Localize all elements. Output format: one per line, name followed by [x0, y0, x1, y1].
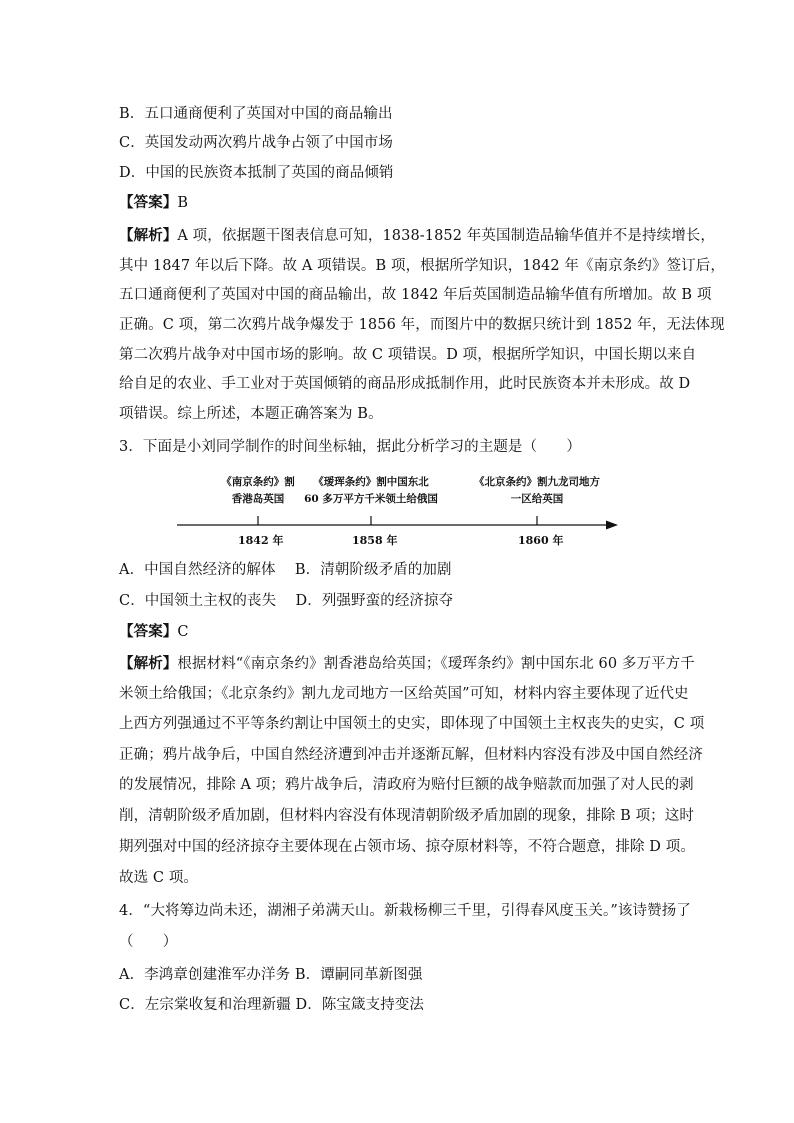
q2-analysis-line: 给自足的农业、手工业对于英国倾销的商品形成抵制作用，此时民族资本并未形成。故 D: [119, 376, 691, 392]
q3-analysis-line: 故选 C 项。: [119, 870, 199, 886]
q2-analysis-line: 正确。C 项，第二次鸦片战争爆发于 1856 年，而图片中的数据只统计到 1852 年，无法体现: [119, 317, 725, 333]
timeline-figure: [175, 474, 620, 554]
q4-options-cd: C．左宗棠收复和治理新疆 D．陈宝箴支持变法: [119, 997, 425, 1013]
q2-analysis-line: 【解析】A 项，依据题干图表信息可知，1838-1852 年英国制造品输华值并不是持续增长，: [119, 227, 715, 244]
q2-option-b: B．五口通商便利了英国对中国的商品输出: [119, 106, 393, 122]
event-1842-label: 《南京条约》割 香港岛英国: [221, 476, 295, 505]
q2-option-c: C．英国发动两次鸦片战争占领了中国市场: [119, 135, 393, 151]
q3-answer: [119, 622, 189, 642]
answer-label: 【答案】: [119, 194, 178, 211]
analysis-label: 【解析】: [119, 655, 178, 672]
q4-options-ab: A．李鸿章创建淮军办洋务 B．谭嗣同革新图强: [119, 967, 423, 983]
q3-analysis-line: 上西方列强通过不平等条约割让中国领土的史实，即体现了中国领土主权丧失的史实，C 项: [119, 716, 705, 732]
q3-analysis-line: 米领土给俄国；《北京条约》割九龙司地方一区给英国”可知，材料内容主要体现了近代史: [119, 686, 689, 702]
answer-value: B: [177, 195, 189, 211]
q2-analysis-line: 五口通商便利了英国对中国的商品输出，故 1842 年后英国制造品输华值有所增加。故 B 项: [119, 287, 712, 303]
axis-arrow: [606, 521, 618, 530]
answer-value: C: [177, 624, 189, 640]
q3-analysis-line: 期列强对中国的经济掠夺主要体现在占领市场、掠夺原材料等，不符合题意，排除 D 项。: [119, 839, 695, 855]
q3-options-cd: C．中国领土主权的丧失 D．列强野蛮的经济掠夺: [119, 593, 454, 609]
q2-analysis-line: 其中 1847 年以后下降。故 A 项错误。B 项，根据所学知识，1842 年《南京条约》签订后，: [119, 258, 725, 274]
q3-analysis-line: 的发展情况，排除 A 项；鸦片战争后，清政府为赔付巨额的战争赔款而加强了对人民的剥: [119, 777, 694, 793]
q2-analysis-line: 项错误。综上所述，本题正确答案为 B。: [119, 406, 383, 422]
q4-stem-blank: （ ）: [119, 934, 178, 950]
q2-option-d: D．中国的民族资本抵制了英国的商品倾销: [119, 165, 394, 181]
q2-analysis-line: 第二次鸦片战争对中国市场的影响。故 C 项错误。D 项，根据所学知识，中国长期以来自: [119, 347, 697, 363]
year-1858: 1858 年: [352, 534, 398, 547]
q3-analysis-line: 正确；鸦片战争后，中国自然经济遭到冲击并逐渐瓦解，但材料内容没有涉及中国自然经济: [119, 747, 703, 763]
q3-analysis-line: 【解析】根据材料“《南京条约》割香港岛给英国；《瑷珲条约》割中国东北 60 多万平方千: [119, 655, 695, 672]
event-1858-label: 《瑷珲条约》割中国东北 60 多万平方千米领土给俄国: [304, 476, 438, 505]
analysis-label: 【解析】: [119, 227, 178, 244]
q3-stem: 3．下面是小刘同学制作的时间坐标轴，据此分析学习的主题是（ ）: [119, 439, 581, 455]
q3-options-ab: A．中国自然经济的解体 B．清朝阶级矛盾的加剧: [119, 562, 452, 578]
year-1842: 1842 年: [238, 534, 284, 547]
q2-answer: [119, 193, 188, 213]
q3-analysis-line: 削，清朝阶级矛盾加剧，但材料内容没有体现清朝阶级矛盾加剧的现象，排除 B 项；这时: [119, 808, 694, 824]
event-1860-label: 《北京条约》割九龙司地方 一区给英国: [474, 476, 600, 505]
answer-label: 【答案】: [119, 623, 178, 640]
q4-stem: 4．“大将筹边尚未还，湖湘子弟满天山。新栽杨柳三千里，引得春风度玉关。”该诗赞扬了: [119, 903, 691, 919]
year-1860: 1860 年: [518, 534, 564, 547]
